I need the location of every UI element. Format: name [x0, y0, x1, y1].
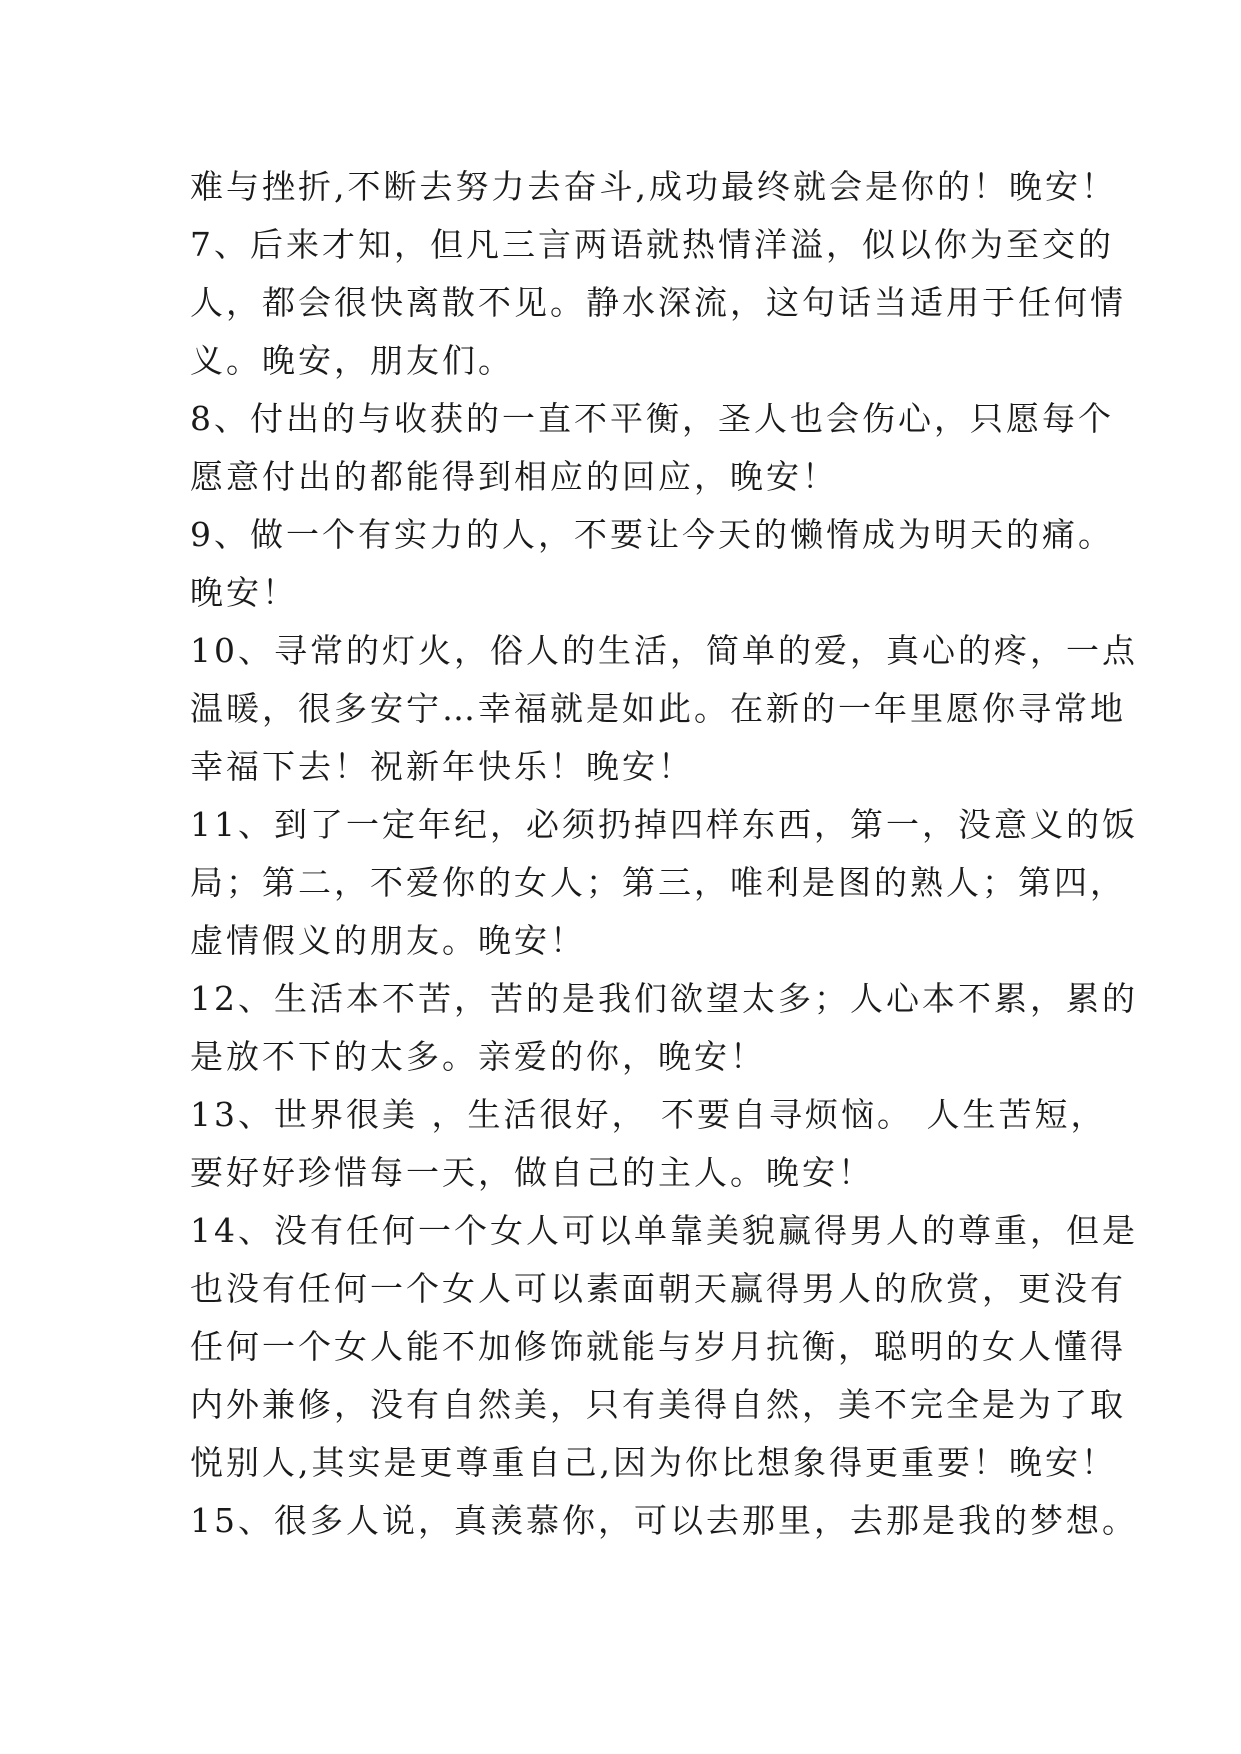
- text-line: 11、到了一定年纪，必须扔掉四样东西，第一，没意义的饭: [190, 805, 1138, 844]
- document-body: [190, 158, 1138, 1550]
- text-line: 9、做一个有实力的人，不要让今天的懒惰成为明天的痛。: [190, 515, 1114, 554]
- text-line: 难与挫折,不断去努力去奋斗,成功最终就会是你的！晚安！: [190, 167, 1117, 206]
- text-line: 8、付出的与收获的一直不平衡，圣人也会伤心，只愿每个: [190, 399, 1114, 438]
- text-line: 7、后来才知，但凡三言两语就热情洋溢，似以你为至交的: [190, 225, 1114, 264]
- text-line: 是放不下的太多。亲爱的你，晚安！: [190, 1037, 766, 1076]
- text-line: 14、没有任何一个女人可以单靠美貌赢得男人的尊重，但是: [190, 1211, 1138, 1250]
- text-line: 10、寻常的灯火，俗人的生活，简单的爱，真心的疼，一点: [190, 631, 1138, 670]
- text-line: 晚安！: [190, 573, 298, 612]
- text-line: 局；第二，不爱你的女人；第三，唯利是图的熟人；第四，: [190, 863, 1126, 902]
- text-line: 内外兼修，没有自然美，只有美得自然，美不完全是为了取: [190, 1385, 1126, 1424]
- text-line: 要好好珍惜每一天，做自己的主人。晚安！: [190, 1153, 874, 1192]
- text-line: 任何一个女人能不加修饰就能与岁月抗衡，聪明的女人懂得: [190, 1327, 1126, 1366]
- text-line: 义。晚安，朋友们。: [190, 341, 514, 380]
- text-line: 悦别人,其实是更尊重自己,因为你比想象得更重要！晚安！: [190, 1443, 1117, 1482]
- text-line: 12、生活本不苦，苦的是我们欲望太多；人心本不累，累的: [190, 979, 1138, 1018]
- text-line: 温暖，很多安宁…幸福就是如此。在新的一年里愿你寻常地: [190, 689, 1126, 728]
- text-line: 人，都会很快离散不见。静水深流，这句话当适用于任何情: [190, 283, 1126, 322]
- text-line: 愿意付出的都能得到相应的回应，晚安！: [190, 457, 838, 496]
- text-line: 也没有任何一个女人可以素面朝天赢得男人的欣赏，更没有: [190, 1269, 1126, 1308]
- text-line: 15、很多人说，真羡慕你，可以去那里，去那是我的梦想。: [190, 1501, 1138, 1540]
- text-line: 13、世界很美 ，生活很好， 不要自寻烦恼。 人生苦短，: [190, 1095, 1107, 1134]
- text-line: 幸福下去！祝新年快乐！晚安！: [190, 747, 694, 786]
- text-line: 虚情假义的朋友。晚安！: [190, 921, 586, 960]
